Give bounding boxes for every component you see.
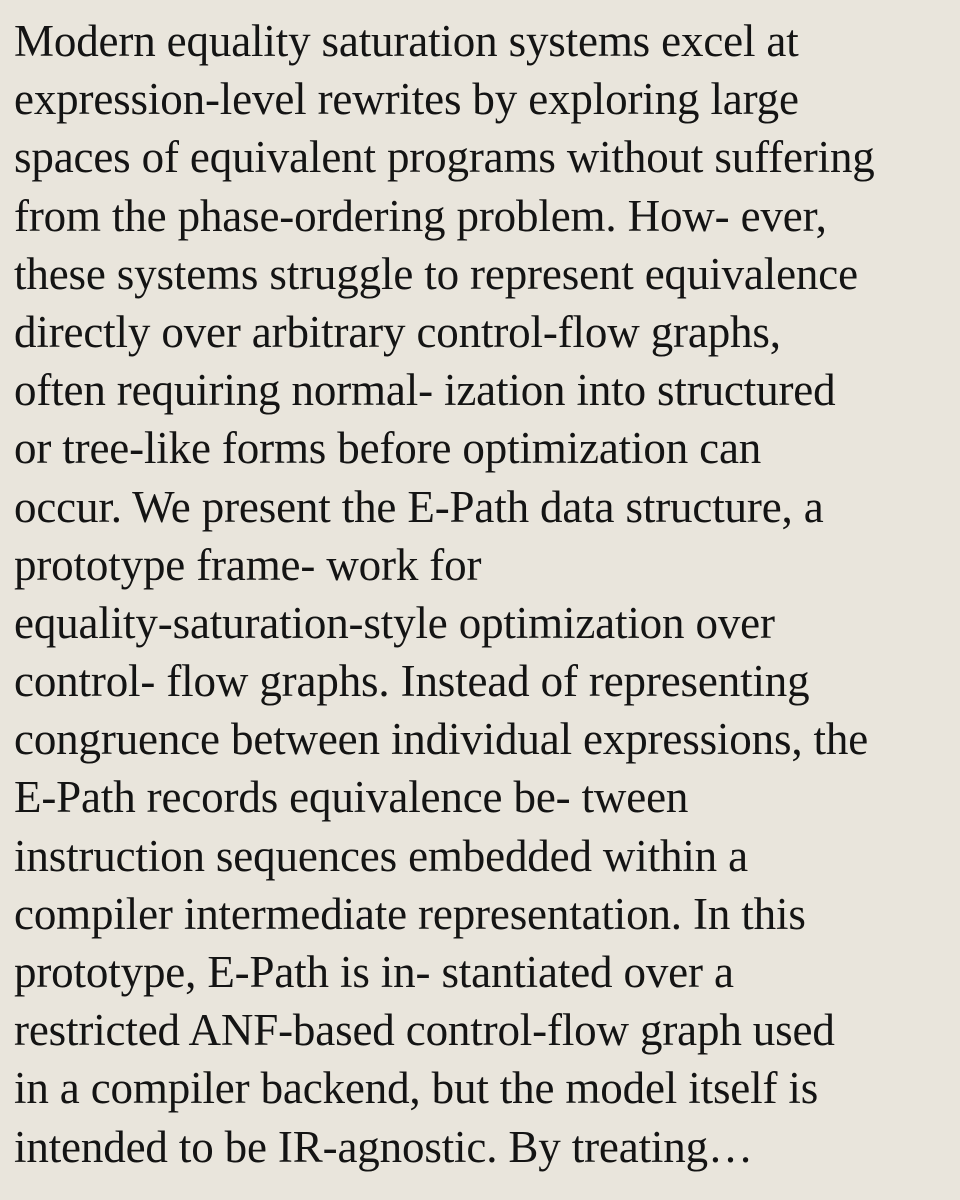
- text-line: equality-saturation-style optimization over: [14, 597, 775, 648]
- text-line: or tree-like forms before optimization can: [14, 423, 762, 474]
- text-line: directly over arbitrary control-flow graphs,: [14, 306, 781, 357]
- text-line: occur. We present the E-Path data structure, a: [14, 481, 824, 532]
- text-line: prototype frame- work for: [14, 539, 482, 590]
- text-line: in a compiler backend, but the model itself is: [14, 1063, 819, 1114]
- text-line: compiler intermediate representation. In this: [14, 888, 806, 939]
- text-line: often requiring normal- ization into structured: [14, 365, 836, 416]
- text-line: intended to be IR-agnostic. By treating…: [14, 1121, 753, 1172]
- text-line: these systems struggle to represent equivalence: [14, 248, 858, 299]
- text-line: from the phase-ordering problem. How- ever,: [14, 190, 827, 241]
- text-line: prototype, E-Path is in- stantiated over a: [14, 947, 734, 997]
- text-line: spaces of equivalent programs without suffering: [14, 132, 875, 183]
- text-line: E-Path records equivalence be- tween: [14, 772, 689, 823]
- text-line: Modern equality saturation systems excel at: [14, 16, 799, 66]
- abstract-text: [14, 12, 954, 1176]
- text-line: control- flow graphs. Instead of representing: [14, 656, 810, 707]
- text-line: restricted ANF-based control-flow graph used: [14, 1005, 835, 1056]
- text-line: congruence between individual expressions, the: [14, 714, 869, 765]
- text-line: expression-level rewrites by exploring large: [14, 74, 799, 125]
- text-line: instruction sequences embedded within a: [14, 830, 748, 881]
